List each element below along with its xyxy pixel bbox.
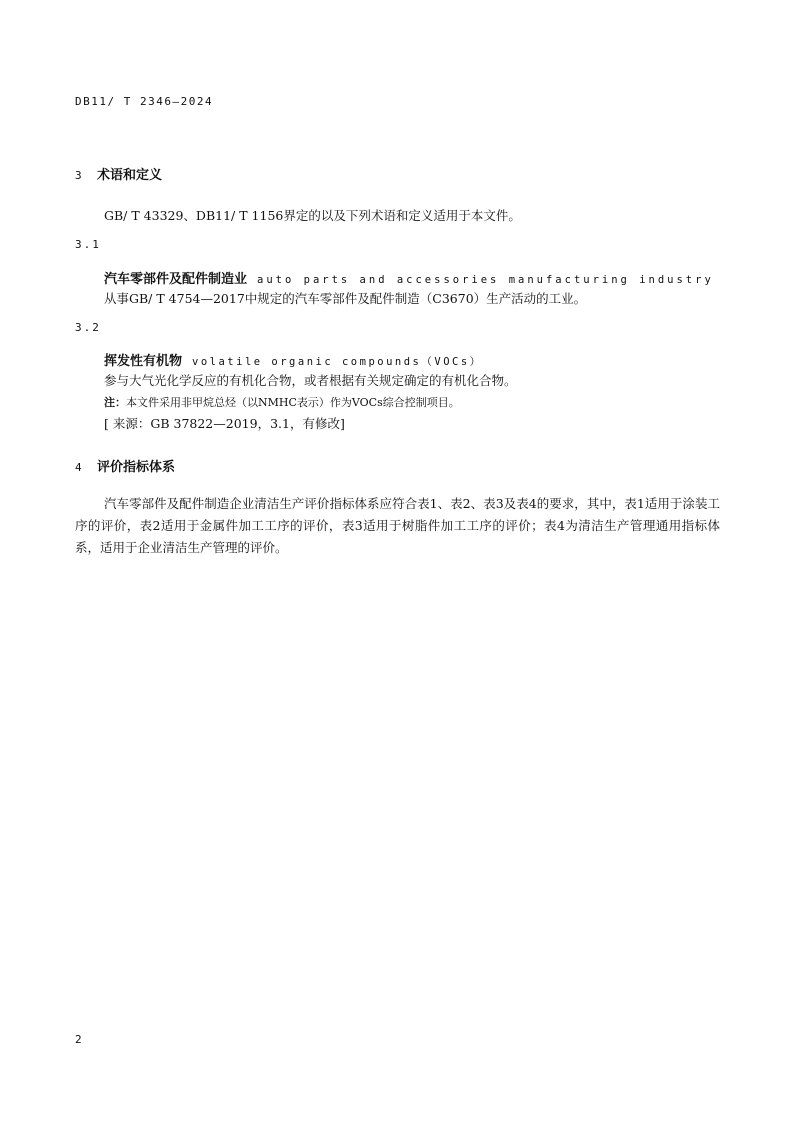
section-title: 评价指标体系 [97, 460, 176, 475]
term-english: auto parts and accessories manufacturing industry [257, 274, 714, 286]
term-source: [ 来源：GB 37822—2019，3.1，有修改] [104, 416, 345, 431]
section-number: 3 [75, 169, 82, 182]
term-heading [104, 268, 714, 287]
section-title: 术语和定义 [97, 168, 163, 183]
term-definition: 参与大气光化学反应的有机化合物，或者根据有关规定确定的有机化合物。 [104, 373, 517, 388]
paragraph-text: 汽车零部件及配件制造企业清洁生产评价指标体系应符合表1、表2、表3及表4的要求，其中，表1适用于涂装工序的评价，表2适用于金属件加工工序的评价，表3适用于树脂件加工工序的评价；表4为清洁生产管理通用指标体系，适用于企业清洁生产管理的评价。 [75, 496, 720, 555]
term-number: 3.1 [75, 238, 101, 251]
term-heading [104, 350, 483, 369]
document-code-header: DB11/ T 2346—2024 [75, 95, 214, 108]
section-3-heading [75, 164, 162, 183]
term-number: 3.2 [75, 321, 101, 334]
term-definition: 从事GB/ T 4754—2017中规定的汽车零部件及配件制造（C3670）生产活动的工业。 [104, 291, 587, 306]
section-4-paragraph [75, 493, 720, 559]
note-label: 注： [104, 396, 126, 409]
section-3-intro: GB/ T 43329、DB11/ T 1156界定的以及下列术语和定义适用于本文件。 [104, 208, 521, 223]
section-number: 4 [75, 461, 82, 474]
section-4-heading [75, 456, 175, 475]
term-chinese: 挥发性有机物 [104, 354, 183, 369]
note-text: 本文件采用非甲烷总烃（以NMHC表示）作为VOCs综合控制项目。 [126, 396, 460, 409]
page-number: 2 [75, 1033, 82, 1046]
term-chinese: 汽车零部件及配件制造业 [104, 272, 248, 287]
term-note [104, 394, 460, 410]
term-english: volatile organic compounds（VOCs） [192, 356, 483, 368]
